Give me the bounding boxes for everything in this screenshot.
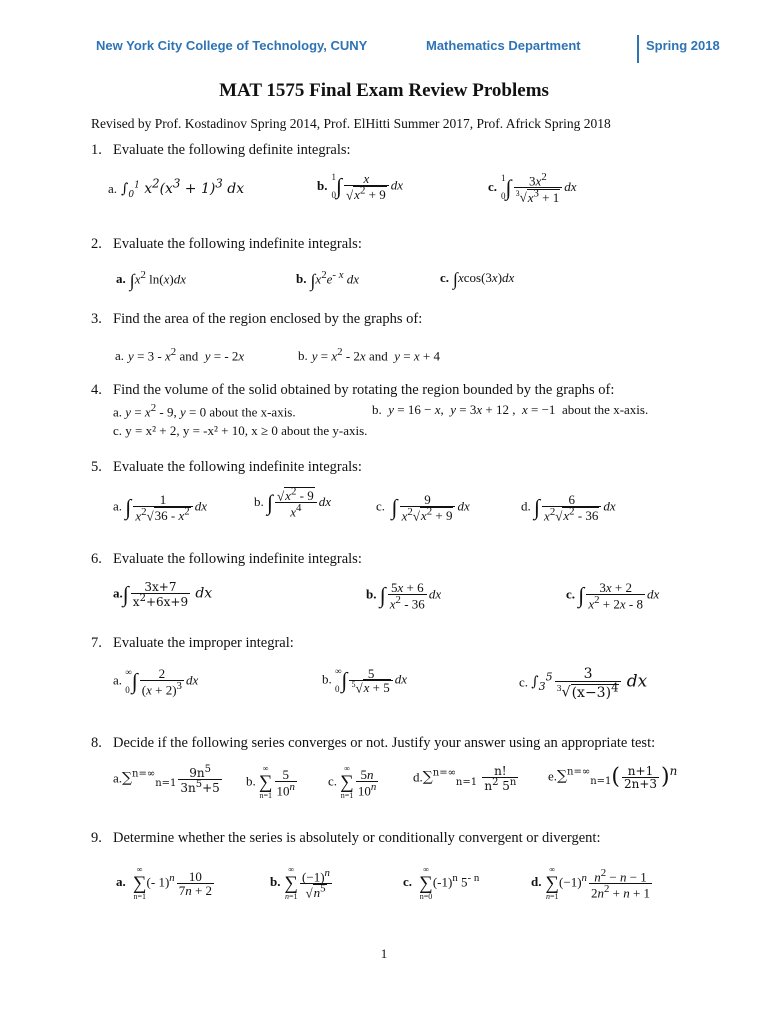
q7-part-c: c. $\int_3^5$ $\frac{3}{^3√(x-3)^4}$ dx: [519, 666, 648, 701]
q2-part-a: a. $\int x^2$ ln(x)dx: [116, 269, 186, 291]
q8-part-b: b. ∞ ∑ n=1 $\frac{5}{10^n}$: [246, 764, 295, 800]
q9-part-b: b. ∞ ∑ n=1 $\frac{(-1)^n}{√n^5}$: [270, 865, 330, 901]
header-divider: [637, 35, 639, 63]
question-7: 7. Evaluate the improper integral:: [91, 635, 294, 651]
q8-part-d: d.∑$^{n=\infty}_{n=1}$ $\frac{n!}{n^2 5^n}$: [413, 764, 517, 793]
q2-part-c: c. ∫xcos(3x)dx: [440, 269, 515, 289]
question-5: 5. Evaluate the following indefinite integrals:: [91, 459, 362, 475]
q9-part-a: a. ∞ ∑ n=1 (- 1)$^n$ $\frac{10}{7n + 2}$: [116, 865, 213, 901]
q1-part-a: a. $\int_0^1$ $x^2(x^3 + 1)^3$ dx: [108, 176, 245, 200]
page-title: MAT 1575 Final Exam Review Problems: [219, 80, 549, 101]
header-college: New York City College of Technology, CUNY: [96, 38, 368, 53]
header-department: Mathematics Department: [426, 38, 581, 53]
q9-part-d: d. ∞ ∑ n=1 $(-1)^n$ $\frac{n^2 - n - 1}{2n^2 + n + 1}$: [531, 865, 651, 901]
q8-part-c: c. ∞ ∑ n=1 $\frac{5n}{10^n}$: [328, 764, 377, 800]
q4-part-a: a. $y = x^2 - 9$, y = 0 about the x-axis.: [113, 402, 296, 420]
question-6: 6. Evaluate the following indefinite integrals:: [91, 551, 362, 567]
q8-part-a: a.∑$^{n=\infty}_{n=1}$ $\frac{9n^5}{3n^5+5}$: [113, 764, 220, 795]
q6-part-a: a.∫ $\frac{3x+7}{x^2+6x+9}$ dx: [113, 580, 213, 609]
question-2: 2. Evaluate the following indefinite integrals:: [91, 236, 362, 252]
q2-part-b: b. $\int x^2e^{- x}$ dx: [296, 269, 360, 291]
q1-part-b: b. 1 0 ∫ $\frac{x}{√x^2 + 9}$ dx: [317, 171, 403, 203]
q5-part-c: c. ∫ $\frac{9}{x^2√x^2 + 9}$ dx: [376, 492, 470, 524]
q3-part-a: a. $y = 3 - x^2$ and y = - 2x: [115, 346, 245, 364]
revision-note: Revised by Prof. Kostadinov Spring 2014, Prof. ElHitti Summer 2017, Prof. Africk Spring 2018: [91, 116, 611, 131]
q5-part-d: d. ∫ $\frac{6}{x^2√x^2 - 36}$ dx: [521, 492, 616, 524]
q7-part-b: b. ∞ 0 ∫ $\frac{5}{^5√x + 5}$ dx: [322, 666, 407, 696]
q3-part-b: b. $y = x^2 - 2x$ and y = x + 4: [298, 346, 440, 364]
q8-part-e: e.∑$^{n=\infty}_{n=1}$( $\frac{n+1}{2n+3}$ )$^n$: [548, 764, 678, 791]
header-term: Spring 2018: [646, 38, 720, 53]
question-9: 9. Determine whether the series is absolutely or conditionally convergent or divergent:: [91, 830, 601, 846]
question-8: 8. Decide if the following series converges or not. Justify your answer using an appropriate test:: [91, 735, 656, 751]
question-3: 3. Find the area of the region enclosed by the graphs of:: [91, 311, 423, 327]
q6-part-b: b. ∫ $\frac{5x + 6}{x^2 - 36}$ dx: [366, 580, 442, 612]
q4-part-c: c. y = x² + 2, y = -x² + 10, x ≥ 0 about the y-axis.: [113, 423, 368, 438]
q7-part-a: a. ∞ 0 ∫ $\frac{2}{(x + 2)^3}$ dx: [113, 666, 199, 698]
q5-part-b: b. ∫ $\frac{√x^2 - 9}{x^4}$ dx: [254, 486, 331, 520]
question-4: 4. Find the volume of the solid obtained by rotating the region bounded by the graphs of:: [91, 382, 615, 398]
question-1: 1. Evaluate the following definite integrals:: [91, 142, 351, 158]
q1-part-c: c. 1 0 ∫ $\frac{3x^2}{^3√x^3 + 1}$ dx: [488, 171, 577, 205]
q4-part-b: b. y = 16 − x, y = 3x + 12 , x = −1 about the x-axis.: [372, 402, 649, 417]
q5-part-a: a. ∫ $\frac{1}{x^2√36 - x^2}$ dx: [113, 492, 207, 524]
q6-part-c: c. ∫ $\frac{3x + 2}{x^2 + 2x - 8}$ dx: [566, 580, 660, 612]
page-number: 1: [380, 946, 388, 961]
q9-part-c: c. ∞ ∑ n=0 $(-1)^n$ $5^{- n}$: [403, 865, 480, 901]
